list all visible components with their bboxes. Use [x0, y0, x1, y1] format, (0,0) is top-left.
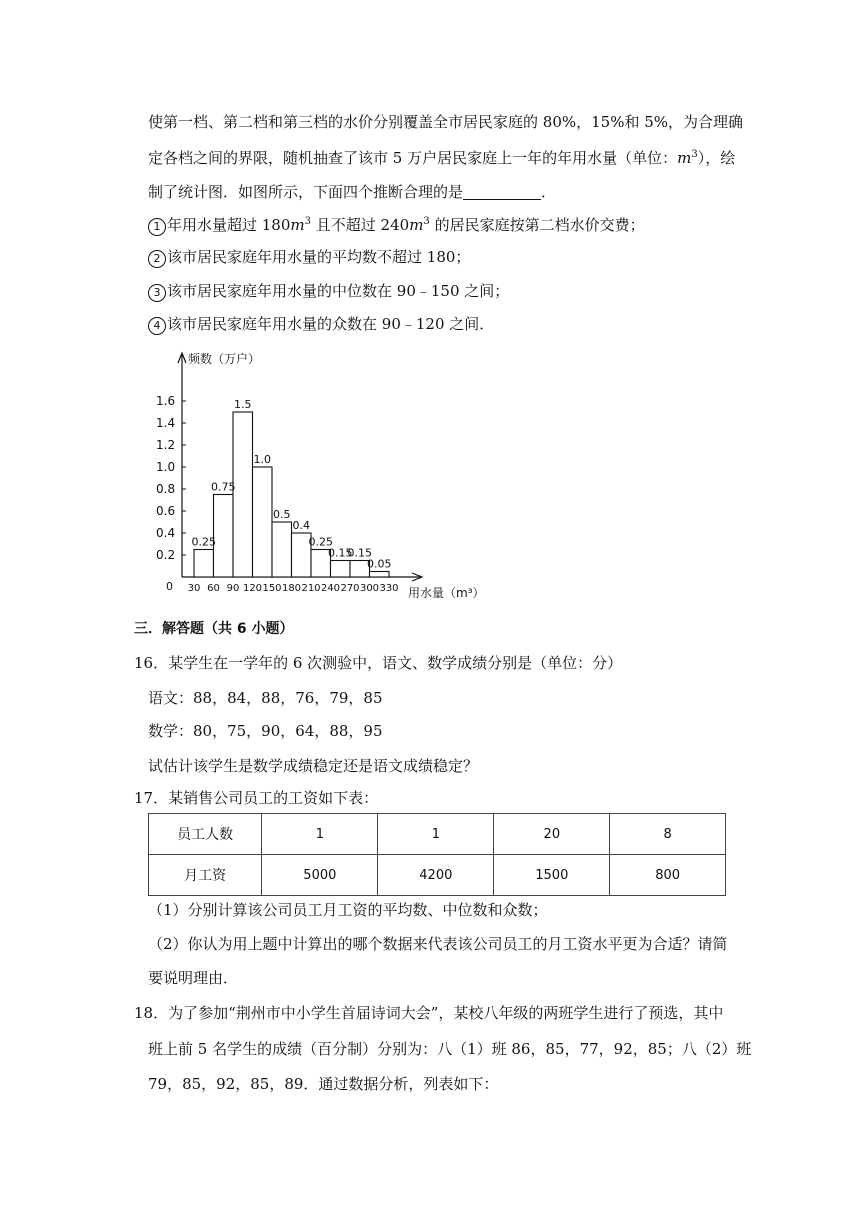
- histogram-chart: [140, 345, 500, 605]
- table-cell: 1500: [494, 855, 610, 896]
- x-axis-title: 用水量（m³）: [408, 586, 485, 600]
- p15-line-2-end: ），绘: [697, 149, 736, 167]
- section-title: 三．解答题（共 6 小题）: [134, 621, 294, 637]
- table-cell: 1: [378, 814, 494, 855]
- table-cell: 800: [610, 855, 726, 896]
- y-tick-label: 1.4: [156, 416, 176, 430]
- x-tick-label: 240: [320, 583, 341, 594]
- q17-stem: 17．某销售公司员工的工资如下表：: [134, 789, 379, 807]
- p15-line-3: [148, 185, 556, 200]
- p15-line-1: 使第一档、第二档和第三档的水价分别覆盖全市居民家庭的 80%，15%和 5%，为合理确: [148, 113, 744, 131]
- x-tick-label: 120: [242, 583, 263, 594]
- x-tick-label: 300: [359, 583, 380, 594]
- circled-number-3: 3: [148, 284, 166, 302]
- y-tick-label: 1.2: [156, 438, 176, 452]
- y-tick-label: 1.6: [156, 394, 176, 408]
- p15-line-2-text: 定各档之间的界限，随机抽查了该市 5 万户居民家庭上一年的年用水量（单位：: [148, 149, 678, 167]
- bar-value-label: 1.5: [234, 398, 252, 411]
- table-cell: 1: [262, 814, 378, 855]
- unit-exp: 3: [423, 216, 430, 227]
- p15-line-3-text: 制了统计图．如图所示，下面四个推断合理的是: [148, 183, 464, 201]
- q17-part2-line2: 要说明理由．: [148, 969, 239, 987]
- x-tick-label: 90: [226, 583, 240, 594]
- option-2-text: 该市居民家庭年用水量的平均数不超过 180；: [167, 248, 471, 266]
- y-axis-title: 频数（万户）: [188, 352, 261, 366]
- q18-line-3: 79，85，92，85，89．通过数据分析，列表如下：: [148, 1075, 499, 1093]
- q16-question: 试估计该学生是数学成绩稳定还是语文成绩稳定？: [148, 757, 479, 775]
- unit-m: m: [677, 149, 692, 167]
- circled-number-2: 2: [148, 250, 166, 268]
- circled-number-1: 1: [148, 218, 166, 236]
- bar-value-label: 0.4: [292, 519, 310, 532]
- table-cell: 20: [494, 814, 610, 855]
- unit-m: m: [290, 216, 305, 234]
- p15-line-3-end: ．: [541, 183, 557, 201]
- histogram-bar: [253, 467, 273, 577]
- bar-value-label: 0.5: [273, 508, 291, 521]
- x-tick-label: 150: [262, 583, 282, 594]
- option-3-text: 该市居民家庭年用水量的中位数在 90﹣150 之间；: [167, 282, 510, 300]
- bar-value-label: 0.25: [308, 535, 333, 549]
- bar-value-label: 0.75: [211, 480, 236, 494]
- x-tick-label: 60: [207, 583, 220, 594]
- unit-exp: 3: [304, 216, 312, 227]
- q16-stem: 16．某学生在一学年的 6 次测验中，语文、数学成绩分别是（单位：分）: [134, 654, 623, 672]
- circled-number-4: 4: [148, 317, 166, 335]
- bar-value-label: 0.15: [328, 546, 353, 560]
- option-1: [148, 217, 645, 236]
- q17-part2-line1: （2）你认为用上题中计算出的哪个数据来代表该公司员工的月工资水平更为合适？请简: [148, 935, 728, 953]
- q16-math-scores: 数学：80，75，90，64，88，95: [148, 722, 383, 740]
- histogram-bar: [370, 572, 390, 578]
- bar-value-label: 0.25: [191, 535, 216, 549]
- histogram-bar: [214, 495, 234, 578]
- table-cell: 8: [610, 814, 726, 855]
- p15-line-2: [148, 150, 735, 166]
- histogram-bar: [331, 561, 351, 578]
- unit-exp: 3: [691, 149, 698, 160]
- q16-chinese-scores: 语文：88，84，88，76，79，85: [148, 689, 383, 707]
- option-3: [148, 284, 509, 302]
- table-cell: 月工资: [149, 855, 262, 896]
- option-2: [148, 250, 470, 268]
- histogram-bar: [233, 412, 253, 577]
- origin-label: 0: [166, 580, 173, 593]
- table-row: [149, 814, 726, 855]
- option-1-text-a: 年用水量超过 180: [167, 216, 291, 234]
- option-4: [148, 317, 494, 335]
- bar-value-label: 1.0: [253, 453, 271, 466]
- y-tick-label: 0.4: [156, 526, 176, 540]
- y-tick-label: 0.2: [156, 548, 176, 562]
- table-cell: 员工人数: [149, 814, 262, 855]
- option-1-text-b: 且不超过 240: [311, 216, 410, 234]
- option-4-text: 该市居民家庭年用水量的众数在 90﹣120 之间．: [167, 315, 495, 333]
- table-cell: 5000: [262, 855, 378, 896]
- y-tick-label: 1.0: [156, 460, 176, 474]
- histogram-bar: [194, 550, 214, 578]
- y-tick-label: 0.8: [156, 482, 176, 496]
- x-tick-label: 210: [301, 583, 321, 594]
- histogram-bar: [272, 522, 292, 577]
- q18-line-2: 班上前 5 名学生的成绩（百分制）分别为：八（1）班 86，85，77，92，85；八（2）班: [148, 1040, 752, 1058]
- option-1-text-c: 的居民家庭按第二档水价交费；: [429, 216, 645, 234]
- table-cell: 4200: [378, 855, 494, 896]
- answer-blank[interactable]: [463, 185, 541, 200]
- bar-value-label: 0.15: [347, 546, 372, 560]
- x-tick-label: 330: [379, 583, 399, 594]
- table-row: [149, 855, 726, 896]
- y-tick-label: 0.6: [156, 504, 176, 518]
- x-tick-label: 270: [340, 583, 360, 594]
- x-tick-label: 30: [187, 583, 201, 594]
- salary-table: [148, 813, 726, 896]
- q18-line-1: 18．为了参加“荆州市中小学生首届诗词大会”，某校八年级的两班学生进行了预选，其中: [134, 1004, 724, 1022]
- unit-m: m: [409, 216, 424, 234]
- bar-value-label: 0.05: [367, 557, 392, 571]
- x-tick-label: 180: [281, 583, 302, 594]
- q17-part1: （1）分别计算该公司员工月工资的平均数、中位数和众数；: [148, 901, 548, 919]
